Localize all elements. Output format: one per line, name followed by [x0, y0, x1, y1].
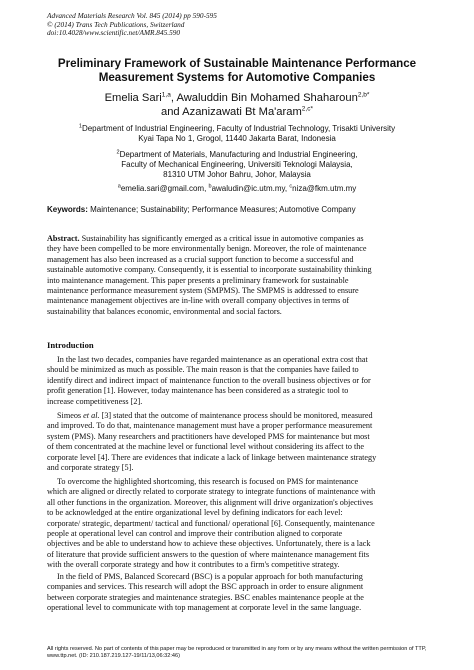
- keywords-label: Keywords:: [47, 205, 88, 214]
- abstract-line: maintenance management objectives are in-line with overall company objectives in terms of: [47, 296, 350, 306]
- body-line: system (PMS). Many researchers and practitioners have developed PMS for maintenance but most: [47, 431, 370, 441]
- affiliation-1-sup: 1: [78, 123, 82, 130]
- author-1-sup: 1,a: [161, 91, 171, 99]
- email-a-sup: a: [117, 183, 121, 190]
- author-3: and Azanizawati Bt Ma'aram: [160, 106, 302, 118]
- abstract-line: sustainable automotive company. Consequently, it is essential to incorporate sustainability thinking: [47, 265, 372, 275]
- affiliation-2-line-3: 81310 UTM Johor Bahru, Johor, Malaysia: [163, 170, 311, 179]
- et-al: et al.: [83, 411, 100, 420]
- keywords-text: Maintenance; Sustainability; Performance Measures; Automotive Company: [87, 205, 356, 214]
- abstract-line: they have been compelled to be more environmentally benign. Moreover, the role of maintenance: [47, 244, 367, 254]
- abstract-line: sustainability that balances economic, environmental and social factors.: [47, 306, 282, 316]
- body-line: In the field of PMS, Balanced Scorecard (BSC) is a popular approach for both manufacturing: [57, 572, 363, 581]
- body-line: between corporate strategies and maintenance strategies. BSC enables maintenance people at the: [47, 592, 364, 602]
- authors-line-1: Emelia Sari$^{1,a}$, Awaluddin Bin Mohamed Shaharoun$^{2,b*}$: [104, 91, 370, 104]
- footer-line-2: www.ttp.net. (ID: 210.187.219.127-19/11/13,06:32:46): [47, 653, 180, 659]
- abstract-line: Abstract. Sustainability has significantly emerged as a critical issue in automotive companies as: [47, 234, 364, 243]
- body-line: companies and services. This research will adopt the BSC approach in order to ensure alignment: [47, 582, 364, 592]
- affiliation-1-line-2: Kyai Tapa No 1, Grogol, 11440 Jakarta Barat, Indonesia: [138, 134, 336, 143]
- body-line: people at operational level can control and improve their contribution aligned to corporate: [47, 529, 343, 539]
- abstract-line: into maintenance management. This paper presents a preliminary framework for sustainable: [47, 275, 349, 285]
- author-1: Emelia Sari: [104, 92, 162, 104]
- body-line: Simeos et al. [3] stated that the outcome of maintenance process should be monitored, measured: [57, 411, 373, 420]
- body-line: To overcome the highlighted shortcoming, this research is focused on PMS for maintenance: [57, 477, 359, 486]
- body-line: should be minimized as much as possible. The main reason is that the companies have failed to: [47, 365, 359, 375]
- email-c: niza@fkm.utm.my: [292, 184, 357, 193]
- body-line: objectives and be able to understand how to achieve these objectives. Unfortunately, there is a lack: [47, 539, 371, 549]
- body-line: increase competitiveness [2].: [47, 396, 143, 406]
- author-2: Awaluddin Bin Mohamed Shaharoun: [176, 92, 358, 104]
- email-a: emelia.sari@gmail.com,: [120, 184, 209, 193]
- footer-line-1: All rights reserved. No part of contents of this paper may be reproduced or transmitted in any form or by any means without the written permission of TTP,: [47, 646, 427, 652]
- body-line: of literature that provide sufficient answers to the question of where maintenance management fits: [47, 549, 370, 559]
- body-line: In the last two decades, companies have regarded maintenance as an operational extra cost that: [57, 355, 368, 364]
- abstract-line: maintenance performance measurement system (SMPMS). The SMPMS is addressed to ensure: [47, 286, 359, 296]
- email-b-sup: b: [208, 183, 212, 190]
- body-line: and improved. To do that, maintenance management must have a proper performance measurement: [47, 421, 373, 431]
- affiliation-2-line-1: $^2$Department of Materials, Manufacturing and Industrial Engineering,: [116, 149, 358, 159]
- author-list: [30, 91, 444, 119]
- paper-title: [30, 57, 444, 84]
- author-3-sup: 2,c*: [301, 105, 313, 113]
- body-line: profit generation [1]. However, today maintenance has been considered as a strategic tool to: [47, 386, 349, 396]
- journal-header: [47, 12, 217, 38]
- intro-paragraph-2: [47, 411, 428, 473]
- affiliation-2-sup: 2: [116, 149, 120, 156]
- email-c-sup: c: [289, 183, 293, 190]
- intro-paragraph-3: [47, 477, 428, 571]
- affiliation-2-line-2: Faculty of Mechanical Engineering, Universiti Teknologi Malaysia,: [121, 160, 353, 169]
- body-line: operational level to communicate with top management at corporate level in the same language.: [47, 603, 362, 613]
- affiliation-2: [30, 150, 444, 180]
- affiliation-1-line-1: $^1$Department of Industrial Engineering, Faculty of Industrial Technology, Trisakti University: [78, 123, 396, 133]
- copyright-footer: [47, 646, 426, 660]
- copyright-line: © (2014) Trans Tech Publications, Switzerland: [47, 19, 185, 29]
- abstract-line: management has also been increased as a crucial support function to become a successful and: [47, 254, 354, 264]
- body-line: which are aligned or directly related to corporate strategy to integrate functions of maintenance with: [47, 487, 376, 497]
- intro-paragraph-1: [47, 355, 428, 407]
- section-heading-introduction: Introduction: [47, 340, 94, 350]
- doi-line: doi:10.4028/www.scientific.net/AMR.845.590: [47, 28, 181, 38]
- email-b: awaludin@ic.utm.my,: [211, 184, 290, 193]
- authors-line-2: [30, 105, 444, 119]
- body-line: corporate level [4]. There are evidences that indicate a lack of linkage between maintenance strategy: [47, 452, 377, 462]
- abstract: [47, 234, 428, 317]
- title-line-2: Measurement Systems for Automotive Companies: [98, 70, 376, 84]
- body-line: and corporate strategy [5].: [47, 463, 134, 473]
- affiliation-1: [30, 124, 444, 144]
- body-line: all other functions in the organization. Moreover, this alignment will drive organization's objectives: [47, 497, 373, 507]
- keywords: [47, 205, 356, 214]
- title-line-1: Preliminary Framework of Sustainable Maintenance Performance: [57, 57, 417, 70]
- journal-citation: Advanced Materials Research Vol. 845 (2014) pp 590-595: [47, 11, 217, 20]
- author-2-sup: 2,b*: [357, 91, 370, 99]
- body-line: of them concentrated at the machine level or functional level without considering its affect to the: [47, 442, 365, 452]
- abstract-label: Abstract.: [47, 234, 80, 243]
- intro-paragraph-4: [47, 572, 428, 614]
- body-line: to be acknowledged at the entire organizational level by defining indicators for each level:: [47, 508, 343, 518]
- body-line: corporate/ strategic, department/ tactical and functional/ operational [6]. Consequently, maintenance: [47, 518, 375, 528]
- email-line: [30, 184, 444, 194]
- body-line: identify direct and indirect impact of maintenance function to the overall business objectives or for: [47, 375, 371, 385]
- body-line: with the overall corporate strategy and how it contributes to a firm's competitive strategy.: [47, 560, 340, 570]
